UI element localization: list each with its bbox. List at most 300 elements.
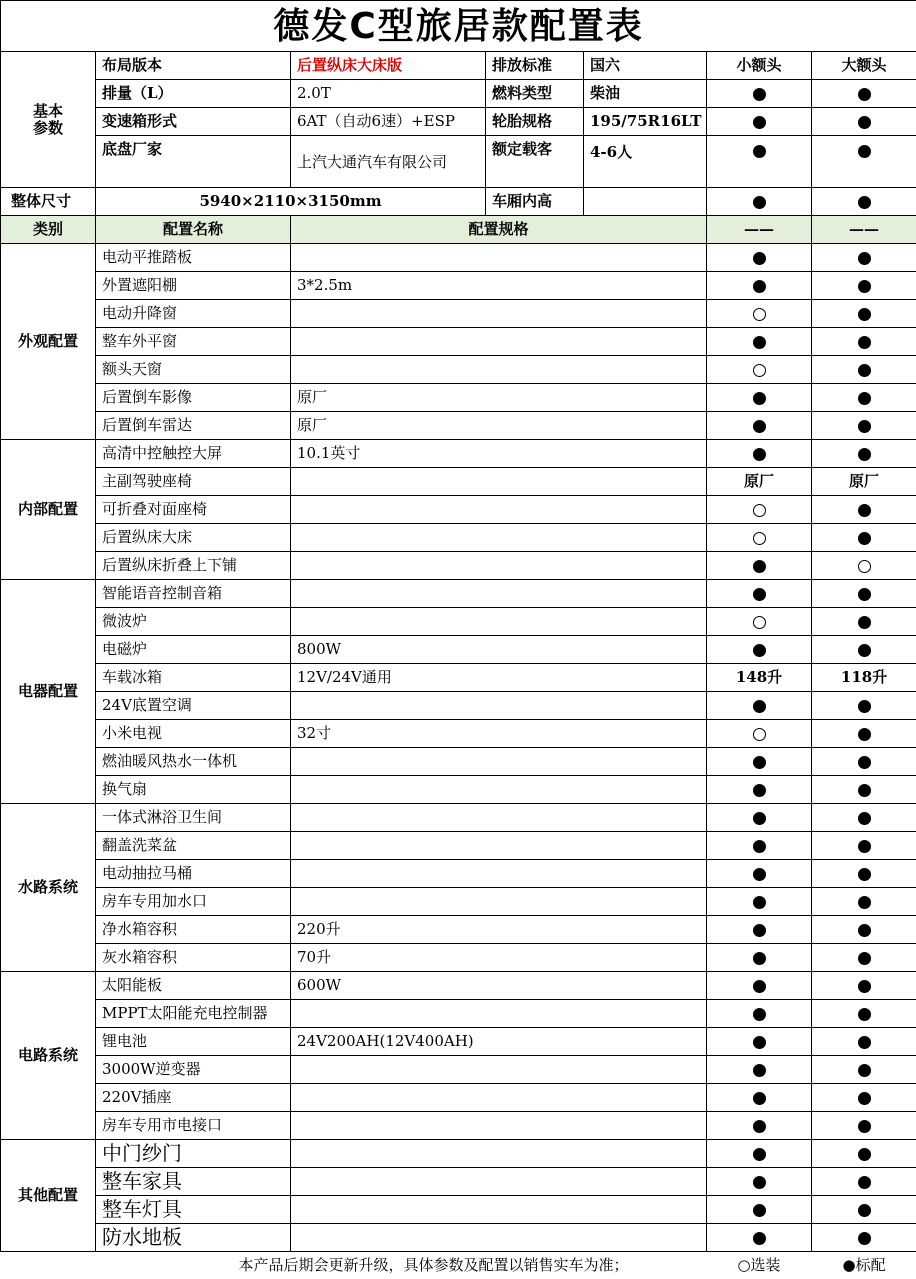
standard-mark <box>812 608 916 636</box>
config-name: 3000W逆变器 <box>96 1056 291 1084</box>
filled-dot-icon <box>858 336 871 349</box>
config-name: 后置倒车影像 <box>96 384 291 412</box>
hollow-circle-icon <box>753 308 766 321</box>
config-name: 主副驾驶座椅 <box>96 468 291 496</box>
filled-dot-icon <box>753 1120 766 1133</box>
config-name: 换气扇 <box>96 776 291 804</box>
config-name: 电动抽拉马桶 <box>96 860 291 888</box>
config-name: 智能语音控制音箱 <box>96 580 291 608</box>
filled-dot-icon <box>858 448 871 461</box>
config-spec <box>291 1196 707 1224</box>
header-category: 类别 <box>1 216 96 244</box>
standard-mark <box>707 1028 812 1056</box>
config-spec <box>291 608 707 636</box>
filled-dot-icon <box>858 952 871 965</box>
filled-dot-icon <box>753 700 766 713</box>
config-name: 外置遮阳棚 <box>96 272 291 300</box>
basic-params-label: 基本 参数 <box>1 52 96 188</box>
basic-value: 4-6人 <box>584 136 707 188</box>
standard-mark <box>812 136 916 188</box>
filled-dot-icon <box>753 1232 766 1245</box>
filled-dot-icon <box>753 952 766 965</box>
standard-mark <box>812 972 916 1000</box>
table-row <box>1 1028 916 1056</box>
standard-mark <box>812 300 916 328</box>
config-spec <box>291 496 707 524</box>
table-row <box>1 468 916 496</box>
layout-version-value: 后置纵床大床版 <box>291 52 486 80</box>
mark-text: 118升 <box>812 664 916 692</box>
table-row <box>1 1168 916 1196</box>
config-spec <box>291 804 707 832</box>
filled-dot-icon <box>858 616 871 629</box>
cabin-height-label: 车厢内高 <box>486 188 584 216</box>
config-name: 电磁炉 <box>96 636 291 664</box>
header-name: 配置名称 <box>96 216 291 244</box>
filled-dot-icon <box>858 1148 871 1161</box>
standard-mark <box>707 244 812 272</box>
table-row <box>1 356 916 384</box>
table-row <box>1 832 916 860</box>
standard-mark <box>812 1140 916 1168</box>
standard-mark <box>812 720 916 748</box>
col-small-header: 小额头 <box>707 52 812 80</box>
standard-mark <box>812 1168 916 1196</box>
filled-dot-icon <box>858 700 871 713</box>
filled-dot-icon <box>753 924 766 937</box>
standard-mark <box>812 496 916 524</box>
standard-mark <box>812 108 916 136</box>
standard-mark <box>707 692 812 720</box>
category-label: 水路系统 <box>1 804 96 972</box>
config-spec <box>291 244 707 272</box>
config-name: 锂电池 <box>96 1028 291 1056</box>
standard-mark <box>812 776 916 804</box>
config-name: 电动升降窗 <box>96 300 291 328</box>
filled-dot-icon <box>753 1064 766 1077</box>
filled-dot-icon <box>753 280 766 293</box>
overall-size-value: 5940×2110×3150mm <box>96 188 486 216</box>
category-label: 其他配置 <box>1 1140 96 1252</box>
filled-dot-icon <box>753 420 766 433</box>
standard-mark <box>812 440 916 468</box>
filled-dot-icon <box>858 924 871 937</box>
table-row <box>1 804 916 832</box>
standard-mark <box>707 412 812 440</box>
config-name: 220V插座 <box>96 1084 291 1112</box>
sections-body <box>1 244 916 1252</box>
standard-mark <box>812 272 916 300</box>
basic-value: 柴油 <box>584 80 707 108</box>
basic-value: 195/75R16LT <box>584 108 707 136</box>
standard-mark <box>707 1056 812 1084</box>
standard-mark <box>707 1140 812 1168</box>
optional-mark <box>707 608 812 636</box>
optional-mark <box>707 356 812 384</box>
standard-mark <box>812 1056 916 1084</box>
basic-key: 轮胎规格 <box>486 108 584 136</box>
config-spec <box>291 552 707 580</box>
config-spec: 3*2.5m <box>291 272 707 300</box>
standard-mark <box>812 944 916 972</box>
config-name: 整车灯具 <box>96 1196 291 1224</box>
standard-mark <box>812 1084 916 1112</box>
standard-mark <box>812 244 916 272</box>
filled-dot-icon <box>753 252 766 265</box>
standard-mark <box>812 804 916 832</box>
filled-dot-icon <box>858 392 871 405</box>
footer-row <box>1 1252 916 1279</box>
standard-mark <box>812 1028 916 1056</box>
config-spec: 800W <box>291 636 707 664</box>
standard-mark <box>707 1168 812 1196</box>
table-row <box>1 580 916 608</box>
table-row <box>1 916 916 944</box>
standard-mark <box>707 108 812 136</box>
standard-mark <box>812 188 916 216</box>
standard-mark <box>707 944 812 972</box>
filled-dot-icon <box>753 868 766 881</box>
standard-mark <box>812 580 916 608</box>
optional-mark <box>707 300 812 328</box>
table-row <box>1 636 916 664</box>
filled-dot-icon <box>858 1204 871 1217</box>
standard-mark <box>812 524 916 552</box>
config-name: 整车家具 <box>96 1168 291 1196</box>
filled-dot-icon <box>858 812 871 825</box>
filled-dot-icon <box>753 1204 766 1217</box>
standard-mark <box>812 692 916 720</box>
standard-mark <box>707 832 812 860</box>
config-spec <box>291 328 707 356</box>
standard-mark <box>707 188 812 216</box>
footer-note: 本产品后期会更新升级，具体参数及配置以销售实车为准； <box>1 1252 707 1279</box>
config-spec: 70升 <box>291 944 707 972</box>
table-row <box>1 440 916 468</box>
filled-dot-icon <box>858 420 871 433</box>
config-spec: 原厂 <box>291 412 707 440</box>
filled-dot-icon <box>858 532 871 545</box>
optional-mark <box>707 720 812 748</box>
table-row <box>1 664 916 692</box>
table-row <box>1 412 916 440</box>
standard-mark <box>812 1196 916 1224</box>
filled-dot-icon <box>858 116 871 129</box>
basic-value: 国六 <box>584 52 707 80</box>
standard-mark <box>707 136 812 188</box>
hollow-circle-icon <box>753 364 766 377</box>
config-name: 中门纱门 <box>96 1140 291 1168</box>
config-name: 小米电视 <box>96 720 291 748</box>
config-name: 翻盖洗菜盆 <box>96 832 291 860</box>
filled-dot-icon <box>858 145 871 158</box>
standard-mark <box>812 356 916 384</box>
config-name: 高清中控触控大屏 <box>96 440 291 468</box>
filled-dot-icon <box>858 196 871 209</box>
filled-dot-icon <box>858 756 871 769</box>
config-name: 额头天窗 <box>96 356 291 384</box>
filled-dot-icon <box>753 840 766 853</box>
legend-standard: ●标配 <box>812 1252 916 1279</box>
config-spec <box>291 1084 707 1112</box>
config-name: 后置倒车雷达 <box>96 412 291 440</box>
table-row <box>1 972 916 1000</box>
table-row <box>1 888 916 916</box>
table-row <box>1 1056 916 1084</box>
filled-dot-icon <box>753 116 766 129</box>
filled-dot-icon <box>858 280 871 293</box>
table-row <box>1 1000 916 1028</box>
config-name: 可折叠对面座椅 <box>96 496 291 524</box>
mark-text: 原厂 <box>707 468 812 496</box>
col-big-header: 大额头 <box>812 52 916 80</box>
header-spec: 配置规格 <box>291 216 707 244</box>
config-name: 一体式淋浴卫生间 <box>96 804 291 832</box>
standard-mark <box>812 80 916 108</box>
config-spec <box>291 1168 707 1196</box>
legend-optional: ○选装 <box>707 1252 812 1279</box>
config-name: 后置纵床折叠上下铺 <box>96 552 291 580</box>
config-name: 灰水箱容积 <box>96 944 291 972</box>
table-row <box>1 524 916 552</box>
standard-mark <box>707 776 812 804</box>
category-label: 电器配置 <box>1 580 96 804</box>
standard-mark <box>707 384 812 412</box>
table-row <box>1 1196 916 1224</box>
basic-key: 布局版本 <box>96 52 291 80</box>
filled-dot-icon <box>858 784 871 797</box>
filled-dot-icon <box>858 644 871 657</box>
optional-mark <box>812 552 916 580</box>
filled-dot-icon <box>858 868 871 881</box>
config-spec <box>291 692 707 720</box>
config-name: 电动平推踏板 <box>96 244 291 272</box>
standard-mark <box>707 804 812 832</box>
config-spec: 24V200AH(12V400AH) <box>291 1028 707 1056</box>
config-name: 24V底置空调 <box>96 692 291 720</box>
table-row <box>1 608 916 636</box>
filled-dot-icon <box>858 1232 871 1245</box>
table-row <box>1 300 916 328</box>
config-spec: 600W <box>291 972 707 1000</box>
hollow-circle-icon <box>753 504 766 517</box>
config-spec <box>291 524 707 552</box>
config-spec <box>291 748 707 776</box>
standard-mark <box>707 580 812 608</box>
standard-mark <box>707 552 812 580</box>
filled-dot-icon <box>753 1008 766 1021</box>
filled-dot-icon <box>753 756 766 769</box>
filled-dot-icon <box>858 1064 871 1077</box>
basic-key: 额定载客 <box>486 136 584 188</box>
category-label: 电路系统 <box>1 972 96 1140</box>
standard-mark <box>812 636 916 664</box>
standard-mark <box>707 636 812 664</box>
standard-mark <box>707 748 812 776</box>
config-spec <box>291 1112 707 1140</box>
config-spec: 32寸 <box>291 720 707 748</box>
standard-mark <box>812 832 916 860</box>
filled-dot-icon <box>858 252 871 265</box>
category-label: 外观配置 <box>1 244 96 440</box>
table-row <box>1 552 916 580</box>
standard-mark <box>707 272 812 300</box>
filled-dot-icon <box>858 728 871 741</box>
filled-dot-icon <box>858 1092 871 1105</box>
standard-mark <box>707 916 812 944</box>
filled-dot-icon <box>753 336 766 349</box>
table-row <box>1 748 916 776</box>
standard-mark <box>812 888 916 916</box>
filled-dot-icon <box>858 1120 871 1133</box>
filled-dot-icon <box>753 644 766 657</box>
basic-key: 排量（L） <box>96 80 291 108</box>
filled-dot-icon <box>753 1148 766 1161</box>
standard-mark <box>707 80 812 108</box>
filled-dot-icon <box>858 1176 871 1189</box>
table-row <box>1 860 916 888</box>
hollow-circle-icon <box>753 728 766 741</box>
filled-dot-icon <box>753 196 766 209</box>
table-row <box>1 496 916 524</box>
config-name: 后置纵床大床 <box>96 524 291 552</box>
config-name: 整车外平窗 <box>96 328 291 356</box>
config-spec <box>291 776 707 804</box>
config-name: 燃油暖风热水一体机 <box>96 748 291 776</box>
config-spec: 10.1英寸 <box>291 440 707 468</box>
standard-mark <box>707 860 812 888</box>
config-spec <box>291 860 707 888</box>
basic-key: 底盘厂家 <box>96 136 291 188</box>
config-spec <box>291 832 707 860</box>
standard-mark <box>812 412 916 440</box>
config-spec: 原厂 <box>291 384 707 412</box>
table-row <box>1 1140 916 1168</box>
basic-key: 燃料类型 <box>486 80 584 108</box>
filled-dot-icon <box>753 560 766 573</box>
config-spec <box>291 1056 707 1084</box>
standard-mark <box>812 384 916 412</box>
filled-dot-icon <box>753 896 766 909</box>
filled-dot-icon <box>858 588 871 601</box>
config-name: 防水地板 <box>96 1224 291 1252</box>
standard-mark <box>707 1224 812 1252</box>
cabin-height-value <box>584 188 707 216</box>
basic-value: 2.0T <box>291 80 486 108</box>
table-row <box>1 944 916 972</box>
config-name: 车载冰箱 <box>96 664 291 692</box>
filled-dot-icon <box>858 1036 871 1049</box>
filled-dot-icon <box>753 145 766 158</box>
table-row <box>1 1112 916 1140</box>
config-name: 太阳能板 <box>96 972 291 1000</box>
filled-dot-icon <box>753 1176 766 1189</box>
standard-mark <box>812 860 916 888</box>
filled-dot-icon <box>858 88 871 101</box>
config-name: 房车专用加水口 <box>96 888 291 916</box>
filled-dot-icon <box>753 980 766 993</box>
filled-dot-icon <box>753 588 766 601</box>
filled-dot-icon <box>753 1092 766 1105</box>
mark-text: 原厂 <box>812 468 916 496</box>
filled-dot-icon <box>858 1008 871 1021</box>
overall-size-label: 整体尺寸 <box>1 188 96 216</box>
standard-mark <box>812 328 916 356</box>
filled-dot-icon <box>858 308 871 321</box>
hollow-circle-icon <box>753 616 766 629</box>
filled-dot-icon <box>753 1036 766 1049</box>
standard-mark <box>707 1000 812 1028</box>
filled-dot-icon <box>858 504 871 517</box>
filled-dot-icon <box>858 840 871 853</box>
table-row <box>1 384 916 412</box>
config-spec <box>291 356 707 384</box>
basic-value: 上汽大通汽车有限公司 <box>291 136 486 188</box>
config-name: 房车专用市电接口 <box>96 1112 291 1140</box>
config-spec <box>291 580 707 608</box>
config-spec: 12V/24V通用 <box>291 664 707 692</box>
config-spec <box>291 1224 707 1252</box>
hollow-circle-icon <box>753 532 766 545</box>
table-header-row <box>1 216 916 244</box>
basic-value: 6AT（自动6速）+ESP <box>291 108 486 136</box>
filled-dot-icon <box>753 392 766 405</box>
config-spec <box>291 1000 707 1028</box>
table-row <box>1 1224 916 1252</box>
config-name: 微波炉 <box>96 608 291 636</box>
optional-mark <box>707 524 812 552</box>
config-spec: 220升 <box>291 916 707 944</box>
basic-key: 排放标准 <box>486 52 584 80</box>
category-label: 内部配置 <box>1 440 96 580</box>
config-spec <box>291 300 707 328</box>
standard-mark <box>707 888 812 916</box>
standard-mark <box>812 1224 916 1252</box>
config-spec <box>291 1140 707 1168</box>
standard-mark <box>707 1084 812 1112</box>
standard-mark <box>812 748 916 776</box>
table-row <box>1 1084 916 1112</box>
filled-dot-icon <box>858 980 871 993</box>
table-row <box>1 244 916 272</box>
standard-mark <box>707 1196 812 1224</box>
filled-dot-icon <box>858 896 871 909</box>
page-title: 德发C型旅居款配置表 <box>1 1 916 52</box>
table-row <box>1 272 916 300</box>
header-small: —— <box>707 216 812 244</box>
standard-mark <box>707 972 812 1000</box>
config-spec <box>291 888 707 916</box>
config-name: 净水箱容积 <box>96 916 291 944</box>
standard-mark <box>707 1112 812 1140</box>
filled-dot-icon <box>753 88 766 101</box>
standard-mark <box>707 440 812 468</box>
table-row <box>1 776 916 804</box>
hollow-circle-icon <box>858 560 871 573</box>
filled-dot-icon <box>858 364 871 377</box>
config-spec <box>291 468 707 496</box>
table-row <box>1 692 916 720</box>
optional-mark <box>707 496 812 524</box>
standard-mark <box>812 1112 916 1140</box>
header-big: —— <box>812 216 916 244</box>
filled-dot-icon <box>753 448 766 461</box>
config-name: MPPT太阳能充电控制器 <box>96 1000 291 1028</box>
standard-mark <box>812 916 916 944</box>
mark-text: 148升 <box>707 664 812 692</box>
basic-key: 变速箱形式 <box>96 108 291 136</box>
table-row <box>1 328 916 356</box>
